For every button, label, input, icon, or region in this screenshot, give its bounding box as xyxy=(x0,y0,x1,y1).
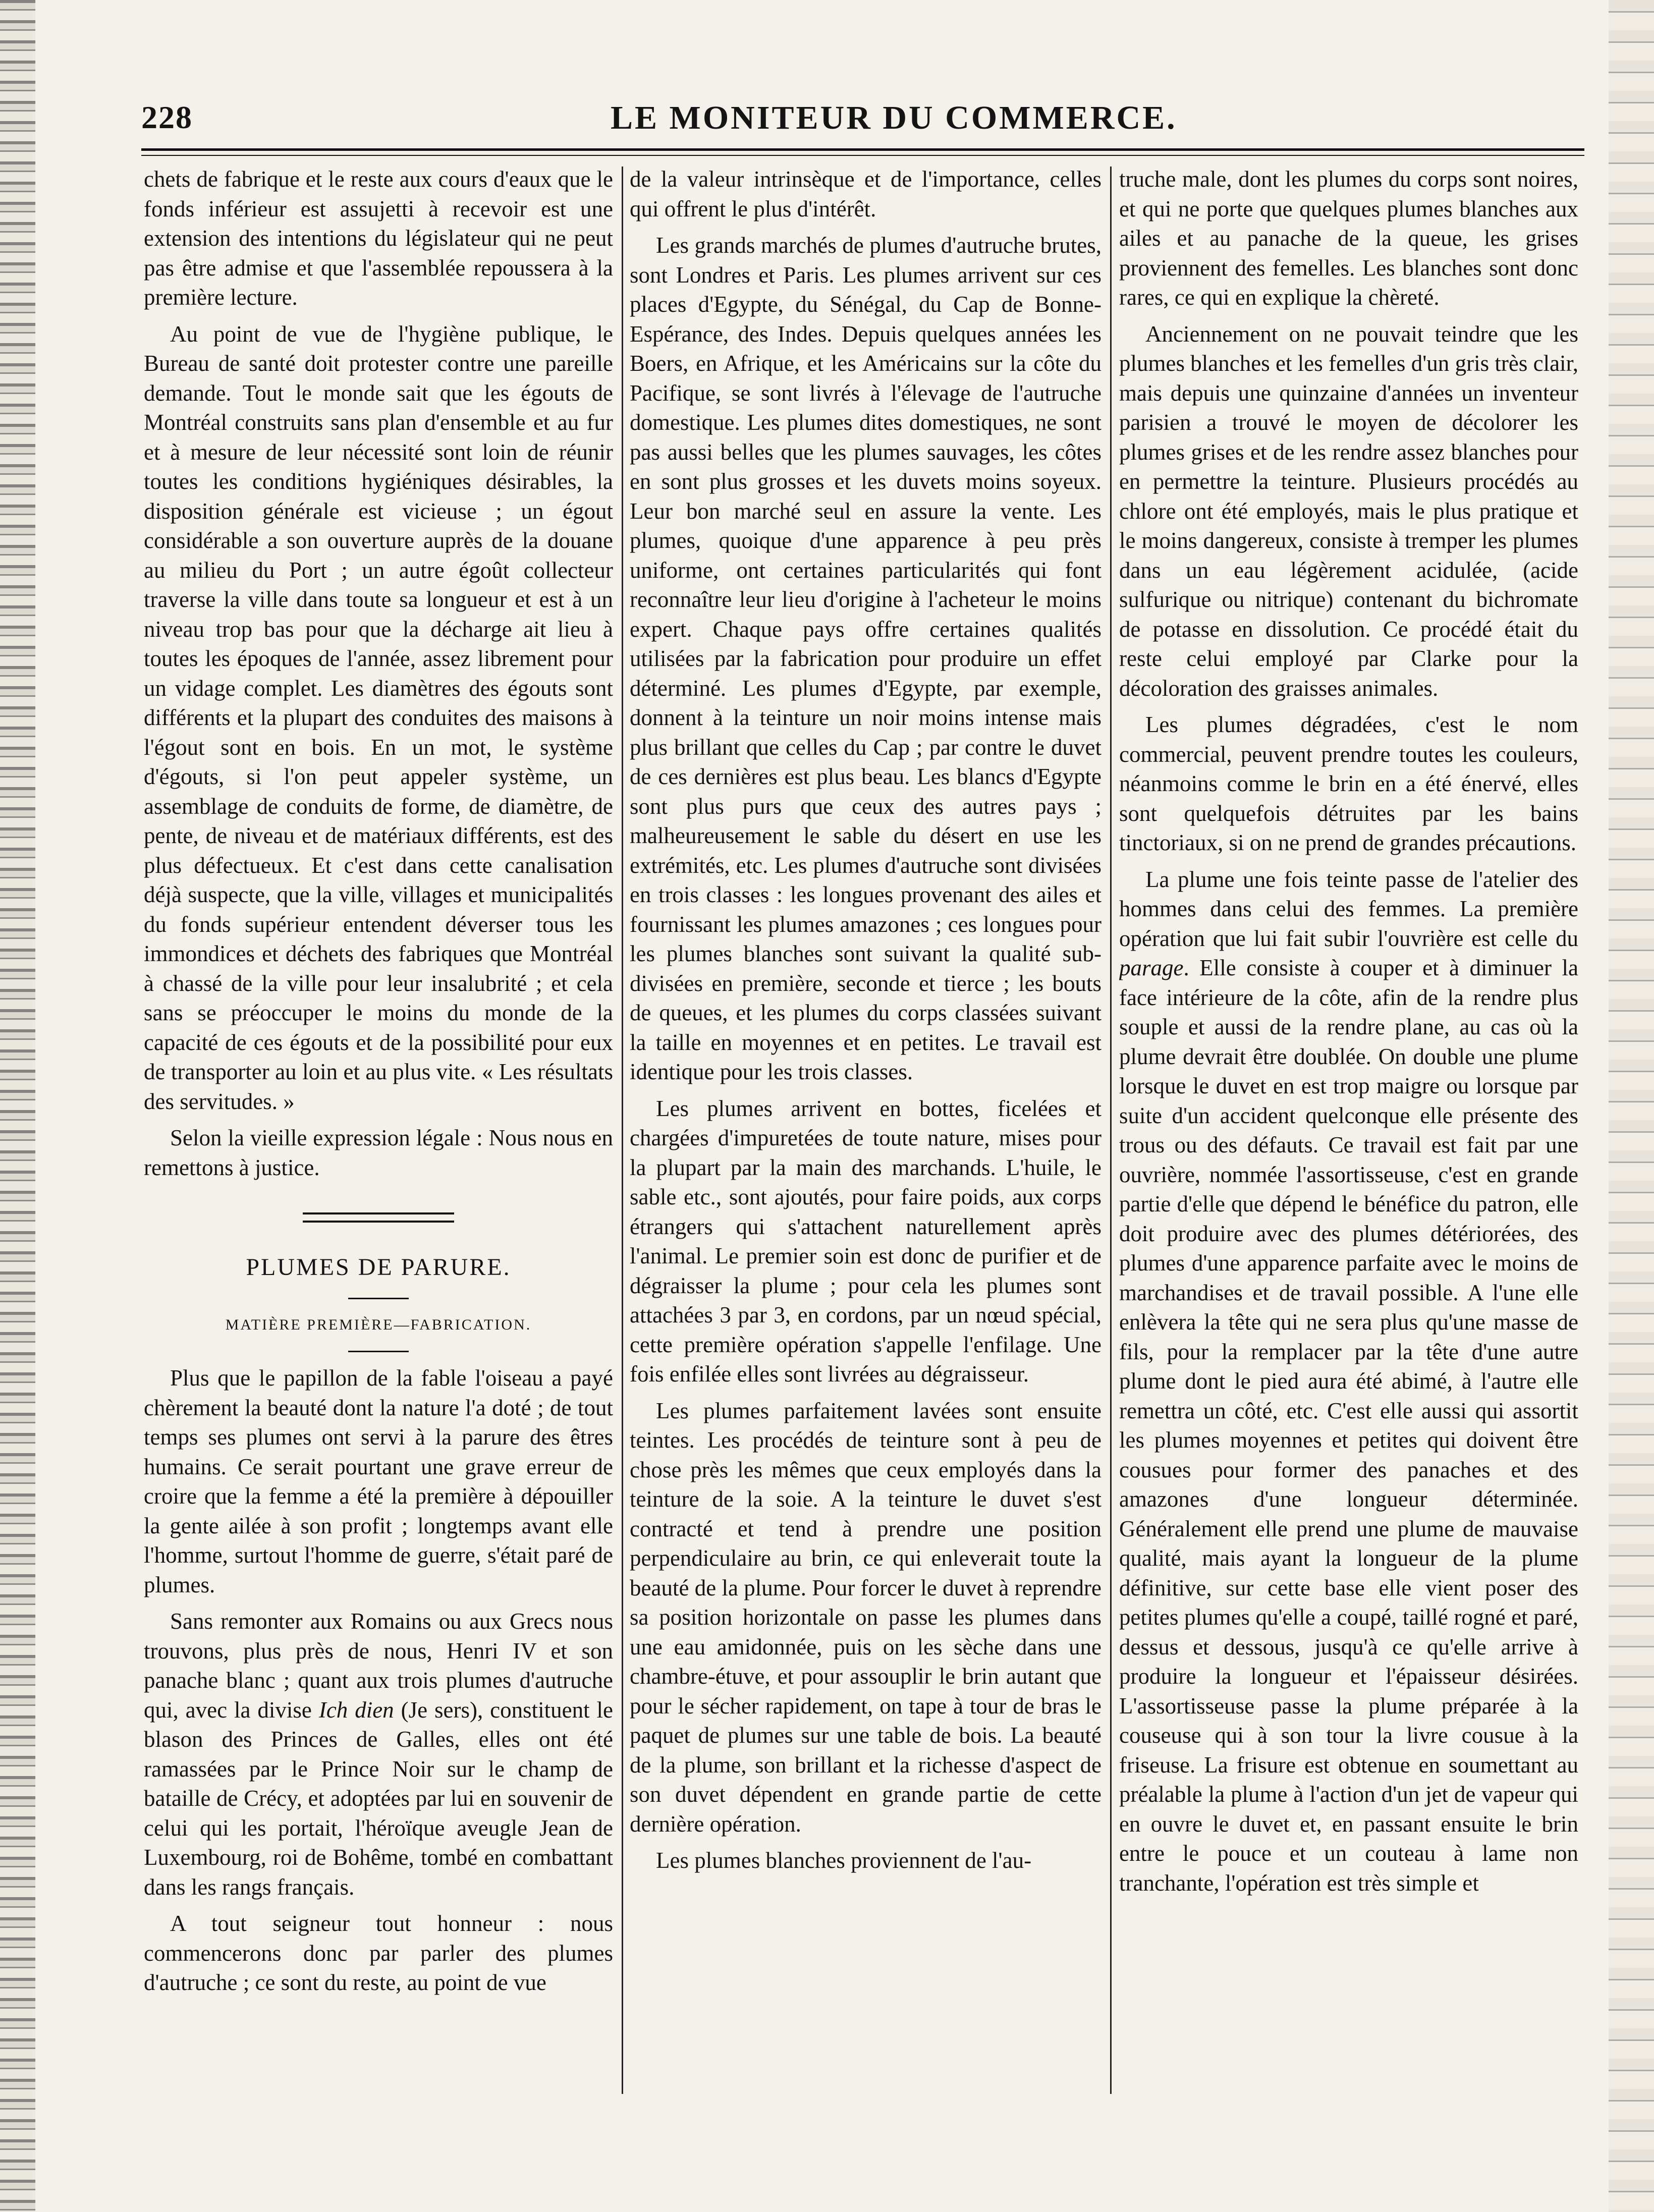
col1-paragraph-5-a: Sans remonter aux Romains ou aux Grecs nous trouvons, plus près de nous, Henri IV et son panache blanc ; quant aux trois plumes d'autruche qui, avec la divise xyxy=(144,1609,613,1723)
column-divider-1 xyxy=(622,167,623,2094)
motto-italic: Ich dien xyxy=(318,1697,394,1723)
col1-paragraph-5 xyxy=(144,1607,613,1902)
col1-paragraph-2: Au point de vue de l'hygiène publique, le Bureau de santé doit protester contre une pareille demande. Tout le monde sait que les égouts de Montréal construits sans plan d'ensemble et au fur et à mesure de leur nécessité sont loin de réunir toutes les conditions hygiéniques désirables, la disposition générale est vicieuse ; un égout considérable a son ouverture auprès de la douane au milieu du Port ; un autre égoût collecteur traverse la ville dans toute sa longueur et est à un niveau trop bas pour que la décharge ait lieu à toutes les époques de l'année, assez librement pour un vidage complet. Les diamètres des égouts sont différents et la plupart des conduites des maisons à l'égout sont en bois. En un mot, le système d'égouts, si l'on peut appeler système, un assemblage de conduits de forme, de diamètre, de pente, de niveau et de matériaux différents, est des plus défectueux. Et c'est dans cette canalisation déjà suspecte, que la ville, villages et municipalités du fonds supérieur entendent déverser tous les immondices et déchets des fabriques que Montréal à chassé de la ville pour leur insalubrité ; et cela sans se préoccuper le moins du monde de la capacité de ces égouts et de la possibilité pour eux de transporter au loin et au plus vite. « Les résultats des servitudes. » xyxy=(144,321,613,1114)
col3-paragraph-1: truche male, dont les plumes du corps sont noires, et qui ne porte que quelques plumes blanches aux ailes et au panache de la queue, les grises proviennent des femelles. Les blanches sont donc rares, ce qui en explique la chèreté. xyxy=(1119,167,1578,310)
section-separator xyxy=(303,1212,454,1223)
col1-paragraph-6: A tout seigneur tout honneur : nous commencerons donc par parler des plumes d'autruche ; ce sont du reste, au point de vue xyxy=(144,1911,613,1995)
col1-paragraph-4: Plus que le papillon de la fable l'oiseau a payé chèrement la beauté dont la nature l'a doté ; de tout temps ses plumes ont servi à la parure des êtres humains. Ce serait pourtant une grave erreur de croire que la femme a été la première à dépouiller la gente ailée à son profit ; longtemps avant elle l'homme, surtout l'homme de guerre, s'était paré de plumes. xyxy=(144,1365,613,1597)
masthead-title: LE MONITEUR DU COMMERCE. xyxy=(611,99,1177,136)
header-rule xyxy=(141,148,1584,156)
col2-paragraph-1: de la valeur intrinsèque et de l'importance, celles qui offrent le plus d'intérêt. xyxy=(630,167,1101,222)
section-subtitle: MATIÈRE PREMIÈRE—FABRICATION. xyxy=(225,1316,532,1333)
col2-paragraph-3: Les plumes arrivent en bottes, ficelées et chargées d'impuretées de toute nature, mises pour la plupart par la main des marchands. L'huile, le sable etc., sont ajoutés, pour faire poids, aux corps étrangers qui s'attachent naturellement après l'animal. Le premier soin est donc de purifier et de dégraisser la plume ; pour cela les plumes sont attachées 3 par 3, en cordons, par un nœud spécial, cette première opération s'appelle l'enfilage. Une fois enfilée elles sont livrées au dégraisseur. xyxy=(630,1095,1101,1387)
col3-paragraph-2: Anciennement on ne pouvait teindre que les plumes blanches et les femelles d'un gris très clair, mais depuis une quinzaine d'années un inventeur parisien a trouvé le moyen de décolorer les plumes grises et de les rendre assez blanches pour en permettre la teinture. Plusieurs procédés au chlore ont été employés, mais le plus pratique et le moins dangereux, consiste à tremper les plumes dans un eau légèrement acidulée, (acide sulfurique ou nitrique) contenant du bichromate de potasse en dissolution. Ce procédé était du reste celui employé par Clarke pour la décoloration des graisses animales. xyxy=(1119,321,1578,701)
section-title: PLUMES DE PARURE. xyxy=(246,1254,511,1281)
col3-paragraph-4-a: La plume une fois teinte passe de l'atelier des hommes dans celui des femmes. La première opération que lui fait subir l'ouvrière est celle du xyxy=(1119,866,1578,951)
col2-paragraph-5: Les plumes blanches proviennent de l'au- xyxy=(656,1848,1032,1873)
column-2 xyxy=(630,164,1101,2132)
title-rule-bottom xyxy=(348,1351,409,1352)
col2-paragraph-4: Les plumes parfaitement lavées sont ensuite teintes. Les procédés de teinture sont à peu de chose près les mêmes que ceux employés dans la teinture de la soie. A la teinture le duvet s'est contracté et tend à prendre une position perpendiculaire au brin, ce qui enleverait toute la beauté de la plume. Pour forcer le duvet à reprendre sa position horizontale on passe les plumes dans une eau amidonnée, puis on les sèche dans une chambre-étuve, et pour assouplir le brin autant que pour le sécher rapidement, on tape à tour de bras le paquet de plumes sur une table de bois. La beauté de la plume, son brillant et la richesse d'aspect de son duvet dépendent en grande partie de cette dernière opération. xyxy=(630,1398,1101,1837)
parage-italic: parage xyxy=(1119,955,1184,980)
scan-edge-right xyxy=(1609,0,1654,2212)
column-3 xyxy=(1119,164,1578,2132)
col2-paragraph-2: Les grands marchés de plumes d'autruche brutes, sont Londres et Paris. Les plumes arrivent sur ces places d'Egypte, du Sénégal, du Cap de Bonne-Espérance, des Indes. Depuis quelques années les Boers, en Afrique, et les Américains sur la côte du Pacifique, se sont livrés à l'élevage de l'autruche domestique. Les plumes dites domestiques, ne sont pas aussi belles que les plumes sauvages, les côtes en sont plus grosses et les duvets moins soyeux. Leur bon marché seul en assure la vente. Les plumes, quoique d'une apparence à peu près uniforme, ont certaines particularités qui font reconnaître leur lieu d'origine à l'acheteur le moins expert. Chaque pays offre certaines qualités utilisées par la fabrication pour produire un effet déterminé. Les plumes d'Egypte, par exemple, donnent à la teinture un noir moins intense mais plus brillant que celles du Cap ; par contre le duvet de ces dernières est plus beau. Les blancs d'Egypte sont plus purs que ceux des autres pays ; malheureusement le sable du désert en use les extrémités, etc. Les plumes d'autruche sont divisées en trois classes : les longues provenant des ailes et fournissant les plumes amazones ; ces longues pour les plumes blanches sont suivant la qualité sub-divisées en première, seconde et tierce ; les bouts de queues, et les plumes du corps classées suivant la taille en moyennes et en petites. Le travail est identique pour les trois classes. xyxy=(630,233,1101,1084)
col3-paragraph-3: Les plumes dégradées, c'est le nom commercial, peuvent prendre toutes les couleurs, néanmoins comme le brin en a été énervé, elles sont quelquefois détruites par les bains tinctoriaux, si on ne prend de grandes précautions. xyxy=(1119,712,1578,855)
col1-paragraph-3: Selon la vieille expression légale : Nous nous en remettons à justice. xyxy=(144,1125,613,1180)
page-number: 228 xyxy=(141,99,193,135)
column-1 xyxy=(144,164,613,2132)
column-divider-2 xyxy=(1110,167,1112,2094)
col1-paragraph-5-b: (Je sers), constituent le blason des Princes de Galles, elles ont été ramassées par le Prince Noir sur le champ de bataille de Crécy, et adoptées par lui en souvenir de celui qui les portait, l'héroïque aveugle Jean de Luxembourg, roi de Bohême, tombé en combattant dans les rangs français. xyxy=(144,1697,613,1900)
col3-paragraph-4-b: . Elle consiste à couper et à diminuer la face intérieure de la côte, afin de la rendre plus souple et aussi de la rendre plane, au cas où la plume devrait être doublée. On double une plume lorsque le duvet en est trop maigre ou lorsque par suite d'un accident quelconque elle présente des trous ou des défauts. Ce travail est fait par une ouvrière, nommée l'assortisseuse, c'est en grande partie d'elle que dépend le bénéfice du patron, elle doit produire avec des plumes détériorées, des plumes d'une apparence parfaite avec le moins de marchandises et de travail possible. A l'une elle enlèvera la tête qui ne sera plus qu'une masse de fils, pour la remplacer par la tête d'une autre plume dont le pied aura été abimé, à l'autre elle remettra un côté, etc. C'est elle aussi qui assortit les plumes moyennes et petites qui doivent être cousues pour former des panaches et des amazones d'une longueur déterminée. Généralement elle prend une plume de mauvaise qualité, mais ayant la longueur de la plume définitive, sur cette base elle vient poser des petites plumes qu'elle a coupé, taillé rogné et paré, dessus et dessous, jusqu'à ce qu'elle arrive à produire la longueur et l'épaisseur désirées. L'assortisseuse passe la plume préparée à la couseuse qui à son tour la livre cousue à la friseuse. La frisure est obtenue en soumettant au préalable la plume à l'action d'un jet de vapeur qui en ouvre le duvet et, en passant ensuite le brin entre le pouce et un couteau à lame non tranchante, l'opération est très simple et xyxy=(1119,955,1578,1896)
col3-paragraph-4 xyxy=(1119,865,1578,1898)
scan-edge-left xyxy=(0,0,35,2212)
title-rule-top xyxy=(348,1298,409,1299)
col1-paragraph-1: chets de fabrique et le reste aux cours d'eaux que le fonds inférieur est assujetti à recevoir est une extension des intentions du législateur qui ne peut pas être admise et que l'assemblée repoussera à la première lecture. xyxy=(144,167,613,310)
